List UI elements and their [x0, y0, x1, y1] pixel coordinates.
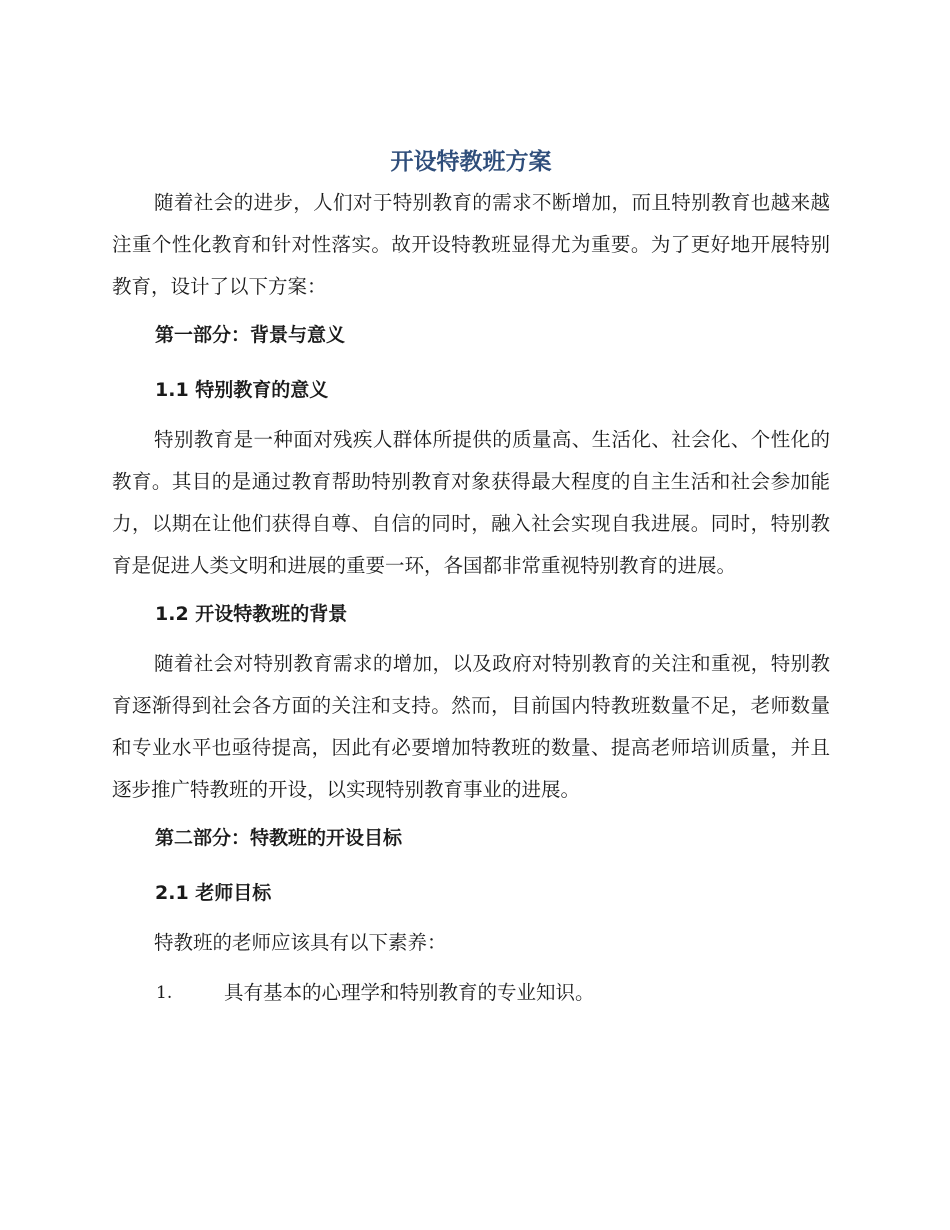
part2-heading: 第二部分：特教班的开设目标	[155, 827, 403, 849]
section-2-1-heading: 2.1 老师目标	[155, 882, 272, 904]
section-1-1-heading: 1.1 特别教育的意义	[155, 379, 329, 401]
intro-paragraph: 随着社会的进步，人们对于特别教育的需求不断增加，而且特别教育也越来越注重个性化教育和针对性落实。故开设特教班显得尤为重要。为了更好地开展特别教育，设计了以下方案：	[112, 191, 830, 298]
section-2-1-paragraph: 特教班的老师应该具有以下素养：	[154, 931, 447, 954]
list-item-text: 具有基本的心理学和特别教育的专业知识。	[224, 981, 595, 1004]
section-1-1-paragraph: 特别教育是一种面对残疾人群体所提供的质量高、生活化、社会化、个性化的教育。其目的是通过教育帮助特别教育对象获得最大程度的自主生活和社会参加能力，以期在让他们获得自尊、自信的同时，融入社会实现自我进展。同时，特别教育是促进人类文明和进展的重要一环，各国都非常重视特别教育的进展。	[112, 428, 830, 577]
section-1-2-heading: 1.2 开设特教班的背景	[155, 603, 348, 625]
list-item	[112, 978, 830, 1008]
list-item-number: 1.	[156, 983, 173, 1003]
document-title: 开设特教班方案	[390, 149, 552, 175]
section-1-2-paragraph: 随着社会对特别教育需求的增加，以及政府对特别教育的关注和重视，特别教育逐渐得到社会各方面的关注和支持。然而，目前国内特教班数量不足，老师数量和专业水平也亟待提高，因此有必要增加特教班的数量、提高老师培训质量，并且逐步推广特教班的开设，以实现特别教育事业的进展。	[112, 652, 830, 801]
requirements-list	[112, 978, 830, 1008]
part1-heading: 第一部分：背景与意义	[155, 324, 346, 346]
document-page	[112, 144, 830, 1008]
